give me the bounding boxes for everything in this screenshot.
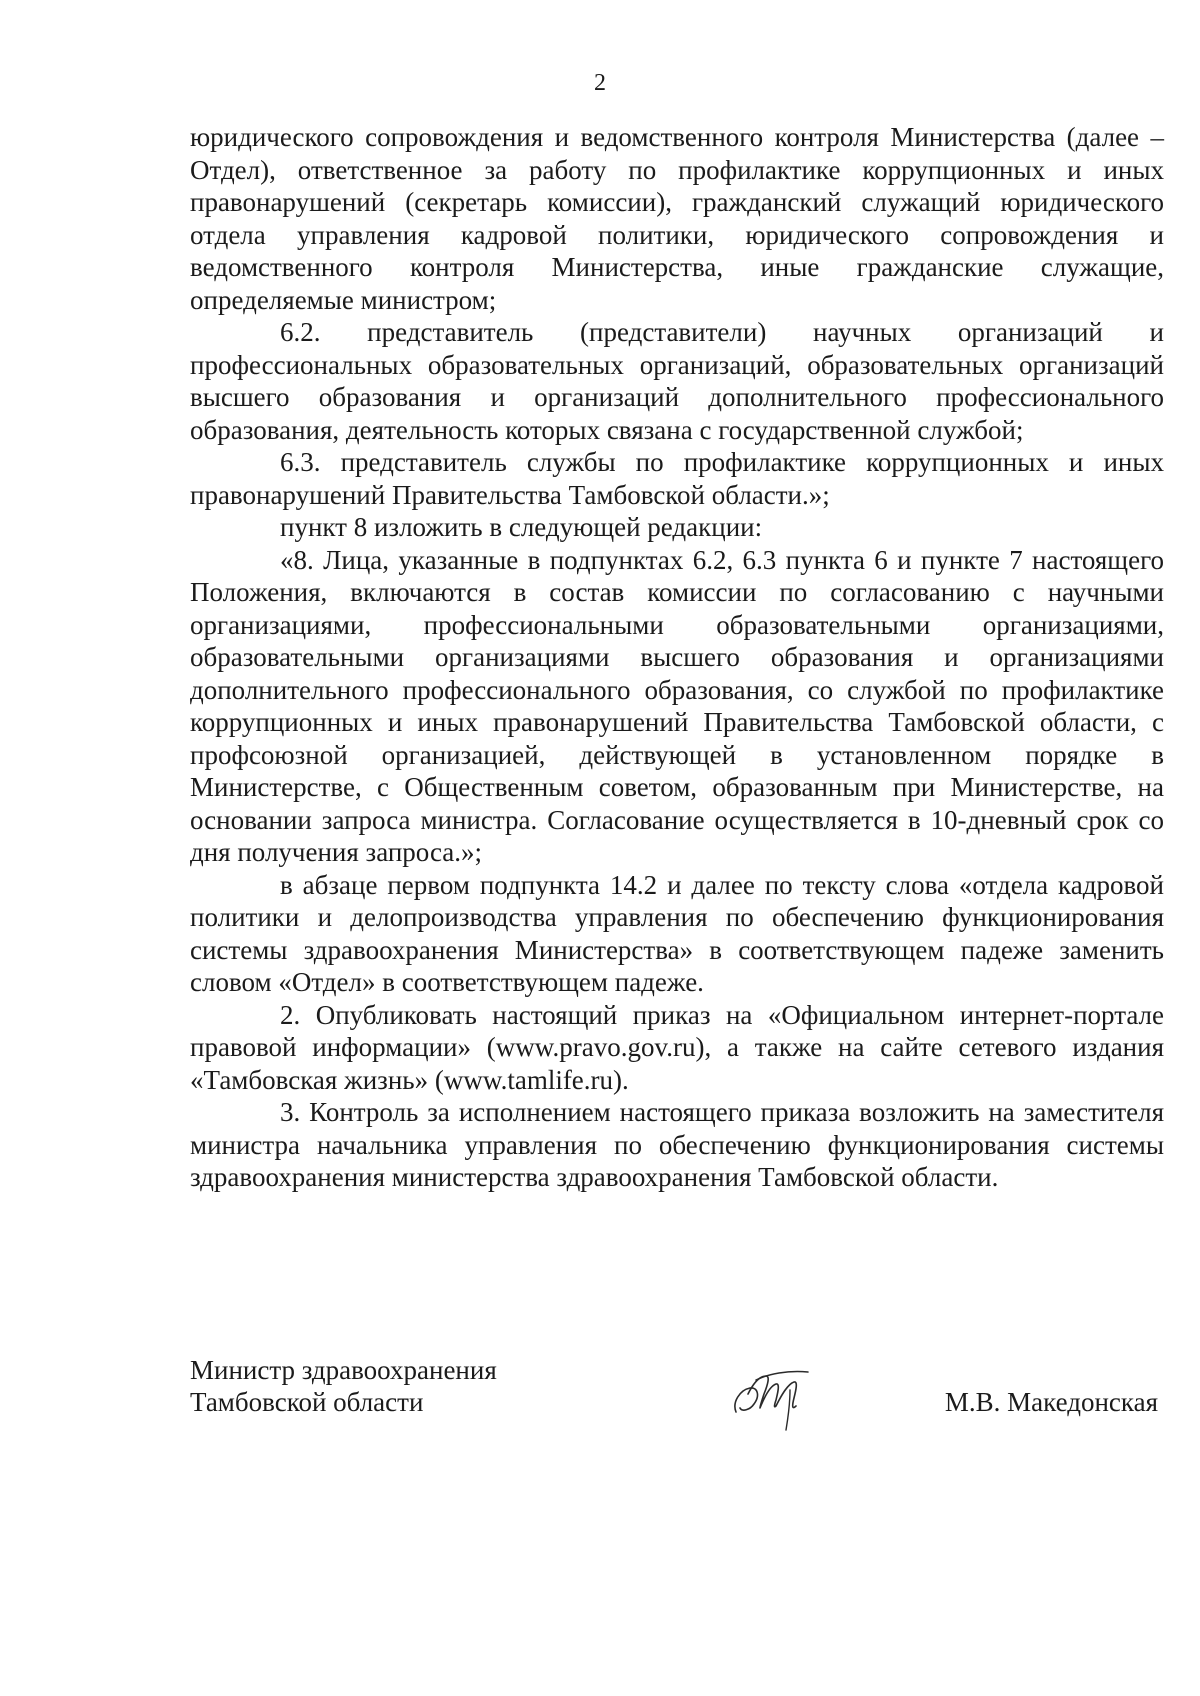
signature-block [190,1354,1164,1444]
signer-title-line-2: Тамбовской области [190,1387,424,1417]
page-number: 2 [594,70,606,96]
document-body [190,121,1164,1194]
signer-title [190,1354,497,1418]
signer-title-line-1: Министр здравоохранения [190,1355,497,1385]
paragraph-item-6-2: 6.2. представитель (представители) научных организаций и профессиональных образовательных организаций, образовательных организаций высшего образования и организаций дополнительного профессионального образования, деятельность которых связана с государственной службой; [190,317,1164,445]
paragraph-item-3-control: 3. Контроль за исполнением настоящего приказа возложить на заместителя министра начальника управления по обеспечению функционирования системы здравоохранения министерства здравоохранения Тамбовской области. [190,1097,1164,1192]
paragraph-item-2-publish: 2. Опубликовать настоящий приказ на «Официальном интернет-портале правовой информации» (www.pravo.gov.ru), а также на сайте сетевого издания «Тамбовская жизнь» (www.tamlife.ru). [190,999,1164,1095]
paragraph-item-8-text: «8. Лица, указанные в подпунктах 6.2, 6.3 пункта 6 и пункте 7 настоящего Положения, включаются в состав комиссии по согласованию с научными организациями, профессиональными образовательными организациями, образовательными организациями высшего образования и организациями дополнительного профессионального образования, со службой по профилактике коррупционных и иных правонарушений Правительства Тамбовской области, с профсоюзной организацией, действующей в установленном порядке в Министерстве, с Общественным советом, образованным при Министерстве, на основании запроса министра. Согласование осуществляется в 10-дневный срок со дня получения запроса.»; [190,544,1164,867]
paragraph-item-14-2: в абзаце первом подпункта 14.2 и далее по тексту слова «отдела кадровой политики и делопроизводства управления по обеспечению функционирования системы здравоохранения Министерства» в соответствующем падеже заменить словом «Отдел» в соответствующем падеже. [190,869,1164,997]
paragraph-continuation: юридического сопровождения и ведомственного контроля Министерства (далее – Отдел), ответственное за работу по профилактике коррупционных и иных правонарушений (секретарь комиссии), гражданский служащий юридического отдела управления кадровой политики, юридического сопровождения и ведомственного контроля Министерства, иные гражданские служащие, определяемые министром; [190,122,1164,315]
signer-name: М.В. Македонская [944,1387,1158,1417]
paragraph-item-6-3: 6.3. представитель службы по профилактике коррупционных и иных правонарушений Правительства Тамбовской области.»; [190,447,1164,510]
paragraph-item-8-intro: пункт 8 изложить в следующей редакции: [280,512,763,542]
handwritten-signature-icon [730,1354,820,1434]
